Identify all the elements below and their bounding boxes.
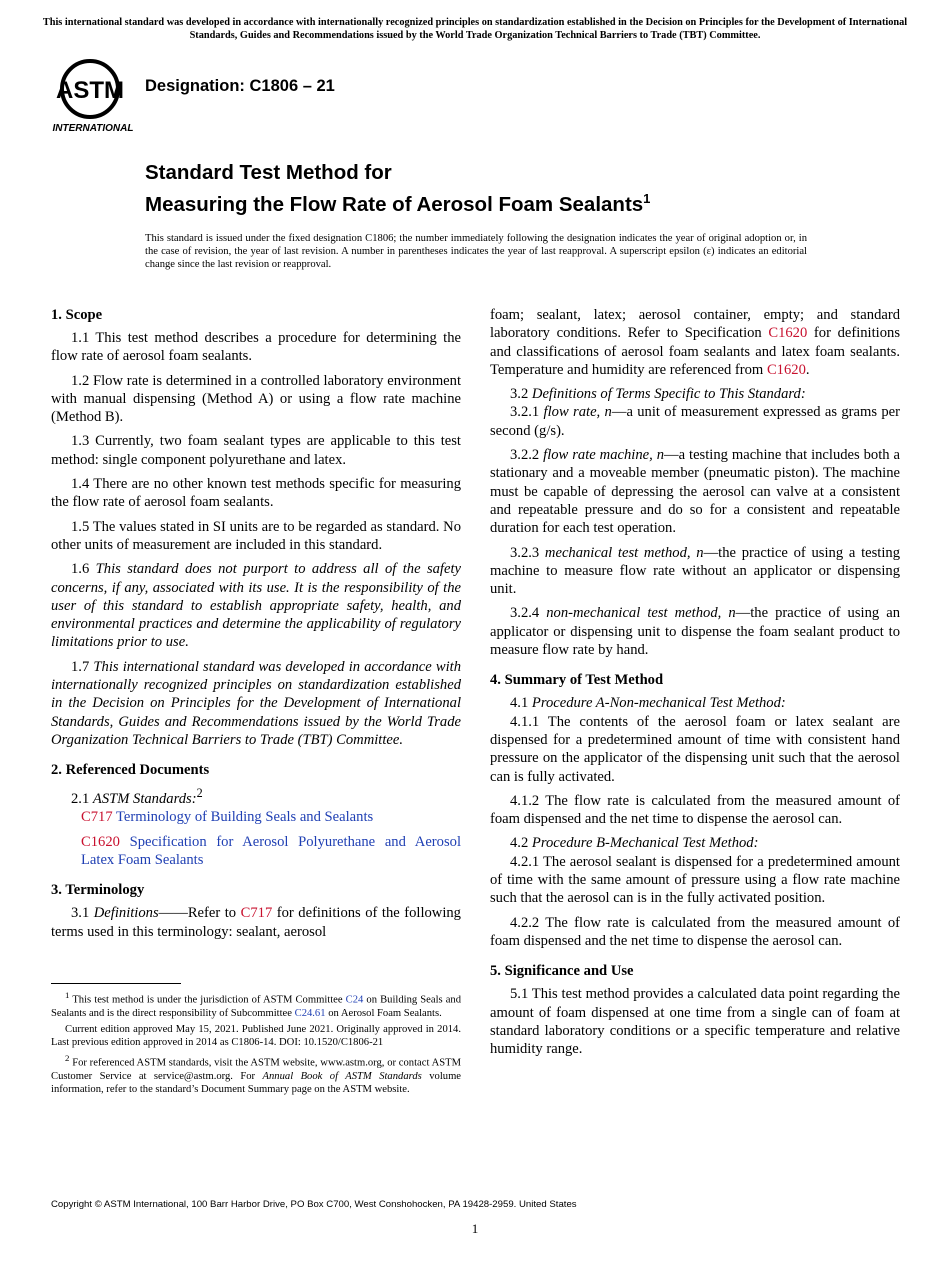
title-footnote-mark: 1	[643, 191, 651, 206]
footnotes	[51, 989, 461, 1099]
para-3-2-2: 3.2.2 flow rate machine, n—a testing machine that includes both a stationary and a moveable member (pneumatic piston). The machine must be capable of depressing the aerosol can valve at a consistent and repeatable pressure and do so for a consistent and repeatable duration for each test operation.	[490, 447, 901, 537]
section-heading-referenced: 2. Referenced Documents	[51, 762, 210, 779]
page-number: 1	[471, 1221, 479, 1236]
para-3-1-cont: foam; sealant, latex; aerosol container, empty; and standard laboratory conditions. Refer to Specification C1620 for definitions and classifications of aerosol foam sealants and latex foam sealants. Temperature and humidity are referenced from C1620.	[490, 307, 900, 378]
para-1-6: 1.6 This standard does not purport to address all of the safety concerns, if any, associated with its use. It is the responsibility of the user of this standard to establish appropriate safety, health, and environmental practices and determine the applicability of regulatory limitations prior to use.	[51, 561, 461, 651]
para-3-2-3: 3.2.3 mechanical test method, n—the practice of using a testing machine to measure flow rate without an applicator or dispensing unit.	[490, 544, 900, 598]
para-4-2: 4.2 Procedure B-Mechanical Test Method:	[510, 835, 759, 852]
para-3-2: 3.2 Definitions of Terms Specific to This Standard:	[510, 386, 806, 403]
astm-logo-icon	[52, 55, 136, 135]
left-column	[51, 306, 461, 947]
para-4-2-1: 4.2.1 The aerosol sealant is dispensed for a predetermined amount of time with the same amount of pressure using a flow rate machine such that the aerosol can is in the fully activated position.	[490, 853, 900, 907]
para-1-4: 1.4 There are no other known test methods specific for measuring the flow rate of aerosol foam sealants.	[51, 476, 461, 511]
footnote-2: $^2$ For referenced ASTM standards, visit the ASTM website, www.astm.org, or contact ASTM Customer Service at service@astm.org. For Annual Book of ASTM Standards volume information, refer to the standard’s Document Summary page on the ASTM website.	[51, 1053, 462, 1096]
ref-c1620[interactable]: C1620 Specification for Aerosol Polyurethane and Aerosol Latex Foam Sealants	[81, 833, 461, 868]
designation: Designation: C1806 – 21	[145, 77, 335, 95]
para-4-2-2: 4.2.2 The flow rate is calculated from the measured amount of foam dispensed and the net time to dispense the aerosol can.	[490, 914, 900, 949]
tbt-banner: This international standard was developed in accordance with internationally recognized principles on standardization established in the Decision on Principles for the Development of International Standards, Guides and Recommendations issued by the World Trade Organization Technical Barriers to Trade (TBT) Committee.	[42, 17, 908, 41]
title-line-2: Measuring the Flow Rate of Aerosol Foam Sealants	[145, 192, 644, 216]
ref-link-c1620-b[interactable]: C1620	[766, 361, 806, 378]
link-c24[interactable]: C24	[345, 994, 364, 1006]
footnote-edition: Current edition approved May 15, 2021. Published June 2021. Originally approved in 2014. Last previous edition approved in 2014 as C1806-14. DOI: 10.1520/C1806-21	[51, 1023, 461, 1049]
title-line-1: Standard Test Method for	[145, 161, 392, 184]
link-c24-61[interactable]: C24.61	[294, 1007, 326, 1019]
para-5-1: 5.1 This test method provides a calculated data point regarding the amount of foam dispensed at one time from a single can of foam at standard laboratory conditions or a specific temperature and relative humidity range.	[490, 986, 900, 1058]
ref-c717[interactable]: C717 Terminology of Building Seals and Sealants	[81, 809, 374, 826]
para-4-1: 4.1 Procedure A-Non-mechanical Test Method:	[510, 695, 786, 712]
right-column	[490, 306, 900, 1064]
section-heading-summary: 4. Summary of Test Method	[490, 672, 664, 689]
logo-subtext: INTERNATIONAL	[52, 123, 134, 134]
copyright-line: Copyright © ASTM International, 100 Barr Harbor Drive, PO Box C700, West Conshohocken, PA 19428-2959. United States	[51, 1199, 577, 1210]
para-4-1-1: 4.1.1 The contents of the aerosol foam or latex sealant are dispensed for a predetermined amount of time with consistent hand pressure on the applicator of the dispensing unit such that the aerosol can is fully activated.	[490, 713, 900, 785]
ref-link-c1620[interactable]: C1620	[768, 325, 808, 342]
issue-note: This standard is issued under the fixed designation C1806; the number immediately following the designation indicates the year of original adoption or, in the case of revision, the year of last revision. A number in parentheses indicates the year of last reapproval. A superscript epsilon (ε) indicates an editorial change since the last revision or reapproval.	[145, 233, 807, 270]
para-3-2-4: 3.2.4 non-mechanical test method, n—the practice of using an applicator or dispensing unit to dispense the foam sealant product to measure flow rate by hand.	[490, 605, 901, 659]
para-3-1-start: 3.1 Definitions——Refer to C717 for definitions of the following terms used in this terminology: sealant, aerosol	[51, 905, 461, 940]
section-heading-scope: 1. Scope	[51, 307, 103, 323]
ref-link-c717[interactable]: C717	[240, 905, 273, 922]
para-2-1: 2.1 ASTM Standards:$^2$	[71, 786, 203, 808]
para-1-5: 1.5 The values stated in SI units are to be regarded as standard. No other units of measurement are included in this standard.	[51, 518, 461, 553]
footnote-1: $^1$ This test method is under the jurisdiction of ASTM Committee C24 on Building Seals and Sealants and is the direct responsibility of Subcommittee C24.61 on Aerosol Foam Sealants.	[51, 990, 462, 1019]
para-1-2: 1.2 Flow rate is determined in a controlled laboratory environment with manual dispensing (Method A) or using a flow rate machine (Method B).	[51, 372, 461, 426]
footnote-divider	[51, 983, 181, 984]
para-4-1-2: 4.1.2 The flow rate is calculated from the measured amount of foam dispensed and the net time to dispense the aerosol can.	[490, 792, 900, 828]
section-heading-terminology: 3. Terminology	[51, 882, 145, 899]
para-1-7: 1.7 This international standard was developed in accordance with internationally recognized principles on standardization established in the Decision on Principles for the Development of International Standards, Guides and Recommendations issued by the World Trade Organization Technical Barriers to Trade (TBT) Committee.	[51, 658, 462, 748]
para-1-3: 1.3 Currently, two foam sealant types are applicable to this test method: single component polyurethane and latex.	[51, 433, 461, 468]
para-3-2-1: 3.2.1 flow rate, n—a unit of measurement expressed as grams per second (g/s).	[490, 404, 900, 439]
section-heading-significance: 5. Significance and Use	[490, 963, 634, 980]
logo-text: ASTM	[56, 77, 124, 104]
para-1-1: 1.1 This test method describes a procedure for determining the flow rate of aerosol foam sealants.	[51, 330, 461, 365]
page-title	[145, 160, 845, 218]
